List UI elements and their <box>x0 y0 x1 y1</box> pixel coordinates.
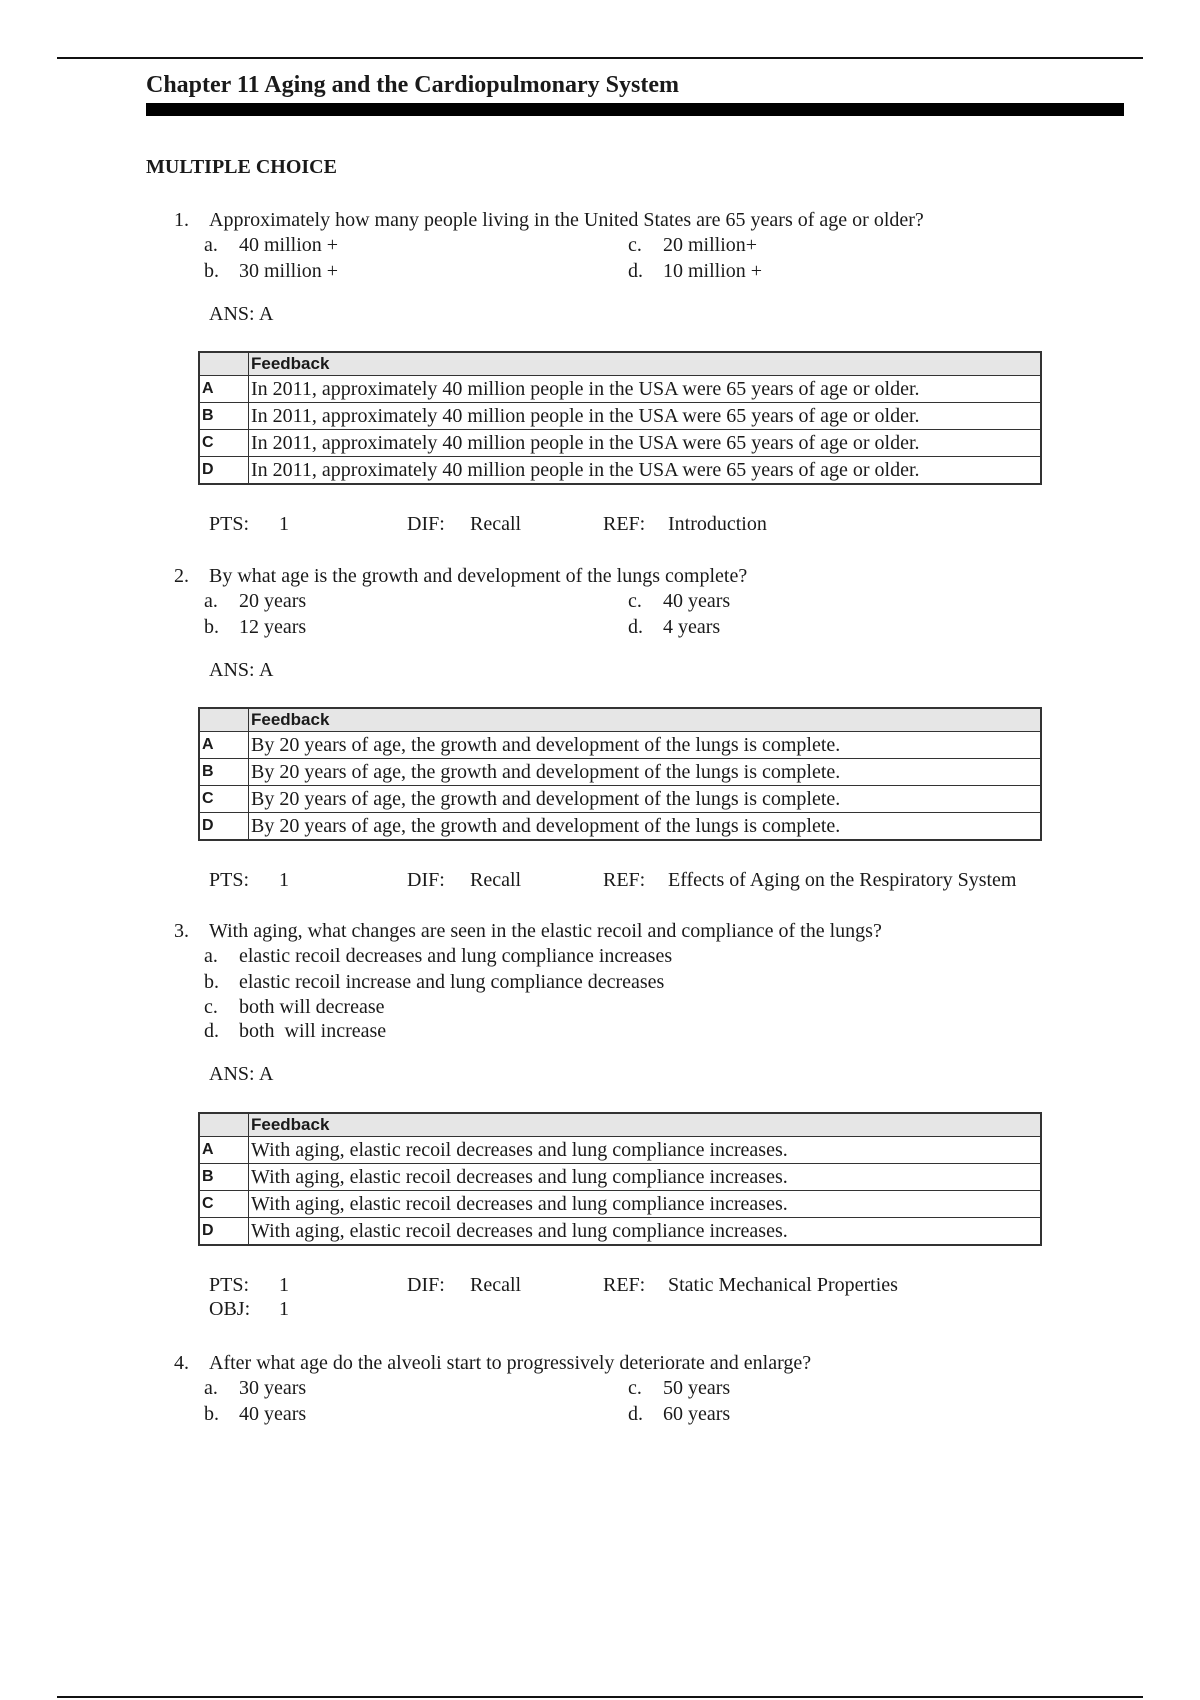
title-underline-bar <box>146 103 1124 116</box>
answer: ANS: A <box>209 659 274 681</box>
option-d: d. 60 years <box>628 1403 731 1425</box>
question-stem <box>174 920 882 943</box>
feedback-row: D By 20 years of age, the growth and development of the lungs is complete. <box>199 813 1041 841</box>
option-d: d. 10 million + <box>628 260 763 282</box>
feedback-row: D In 2011, approximately 40 million people in the USA were 65 years of age or older. <box>199 457 1041 485</box>
option-d: d. 4 years <box>628 616 721 638</box>
question-stem <box>174 209 924 232</box>
question-number: 4. <box>174 1352 189 1374</box>
question-number: 3. <box>174 920 189 942</box>
feedback-row: B By 20 years of age, the growth and development of the lungs is complete. <box>199 759 1041 786</box>
feedback-table <box>198 707 1042 841</box>
bottom-rule <box>57 1696 1143 1698</box>
feedback-row: B With aging, elastic recoil decreases and lung compliance increases. <box>199 1164 1041 1191</box>
points: PTS: 1 <box>209 513 289 535</box>
option-d: d. both will increase <box>204 1020 387 1042</box>
feedback-row: B In 2011, approximately 40 million people in the USA were 65 years of age or older. <box>199 403 1041 430</box>
reference: REF: Introduction <box>603 513 767 535</box>
option-b: b. 12 years <box>204 616 307 638</box>
points: PTS: 1 <box>209 1274 289 1296</box>
feedback-header: Feedback <box>249 1113 1042 1137</box>
top-rule <box>57 57 1143 59</box>
feedback-table <box>198 351 1042 485</box>
feedback-row: A By 20 years of age, the growth and development of the lungs is complete. <box>199 732 1041 759</box>
feedback-header: Feedback <box>249 708 1042 732</box>
question-text: After what age do the alveoli start to progressively deteriorate and enlarge? <box>209 1352 812 1374</box>
option-a: a. elastic recoil decreases and lung compliance increases <box>204 945 673 967</box>
question-number: 2. <box>174 565 189 587</box>
question-text: By what age is the growth and development of the lungs complete? <box>209 565 748 587</box>
feedback-header: Feedback <box>249 352 1042 376</box>
option-b: b. 30 million + <box>204 260 339 282</box>
difficulty: DIF: Recall <box>407 1274 522 1296</box>
feedback-row: A With aging, elastic recoil decreases and lung compliance increases. <box>199 1137 1041 1164</box>
reference: REF: Effects of Aging on the Respiratory System <box>603 869 1017 891</box>
option-c: c. 20 million+ <box>628 234 758 256</box>
feedback-row: C With aging, elastic recoil decreases and lung compliance increases. <box>199 1191 1041 1218</box>
feedback-row: D With aging, elastic recoil decreases and lung compliance increases. <box>199 1218 1041 1246</box>
option-a: a. 30 years <box>204 1377 307 1399</box>
feedback-row: A In 2011, approximately 40 million people in the USA were 65 years of age or older. <box>199 376 1041 403</box>
option-a: a. 40 million + <box>204 234 339 256</box>
option-a: a. 20 years <box>204 590 307 612</box>
feedback-table <box>198 1112 1042 1246</box>
option-c: c. both will decrease <box>204 996 385 1018</box>
feedback-row: C In 2011, approximately 40 million people in the USA were 65 years of age or older. <box>199 430 1041 457</box>
reference: REF: Static Mechanical Properties <box>603 1274 898 1296</box>
answer: ANS: A <box>209 1063 274 1085</box>
feedback-row: C By 20 years of age, the growth and development of the lungs is complete. <box>199 786 1041 813</box>
question-number: 1. <box>174 209 189 231</box>
question-text: With aging, what changes are seen in the elastic recoil and compliance of the lungs? <box>209 920 882 942</box>
difficulty: DIF: Recall <box>407 869 522 891</box>
option-b: b. 40 years <box>204 1403 307 1425</box>
option-c: c. 50 years <box>628 1377 731 1399</box>
points: PTS: 1 <box>209 869 289 891</box>
section-title: MULTIPLE CHOICE <box>146 156 337 178</box>
answer: ANS: A <box>209 303 274 325</box>
difficulty: DIF: Recall <box>407 513 522 535</box>
question-stem <box>174 1352 811 1375</box>
question-text: Approximately how many people living in the United States are 65 years of age or older? <box>209 209 924 231</box>
question-stem <box>174 565 747 588</box>
chapter-title: Chapter 11 Aging and the Cardiopulmonary System <box>146 72 679 98</box>
objective: OBJ: 1 <box>209 1298 289 1320</box>
option-b: b. elastic recoil increase and lung compliance decreases <box>204 971 665 993</box>
option-c: c. 40 years <box>628 590 731 612</box>
